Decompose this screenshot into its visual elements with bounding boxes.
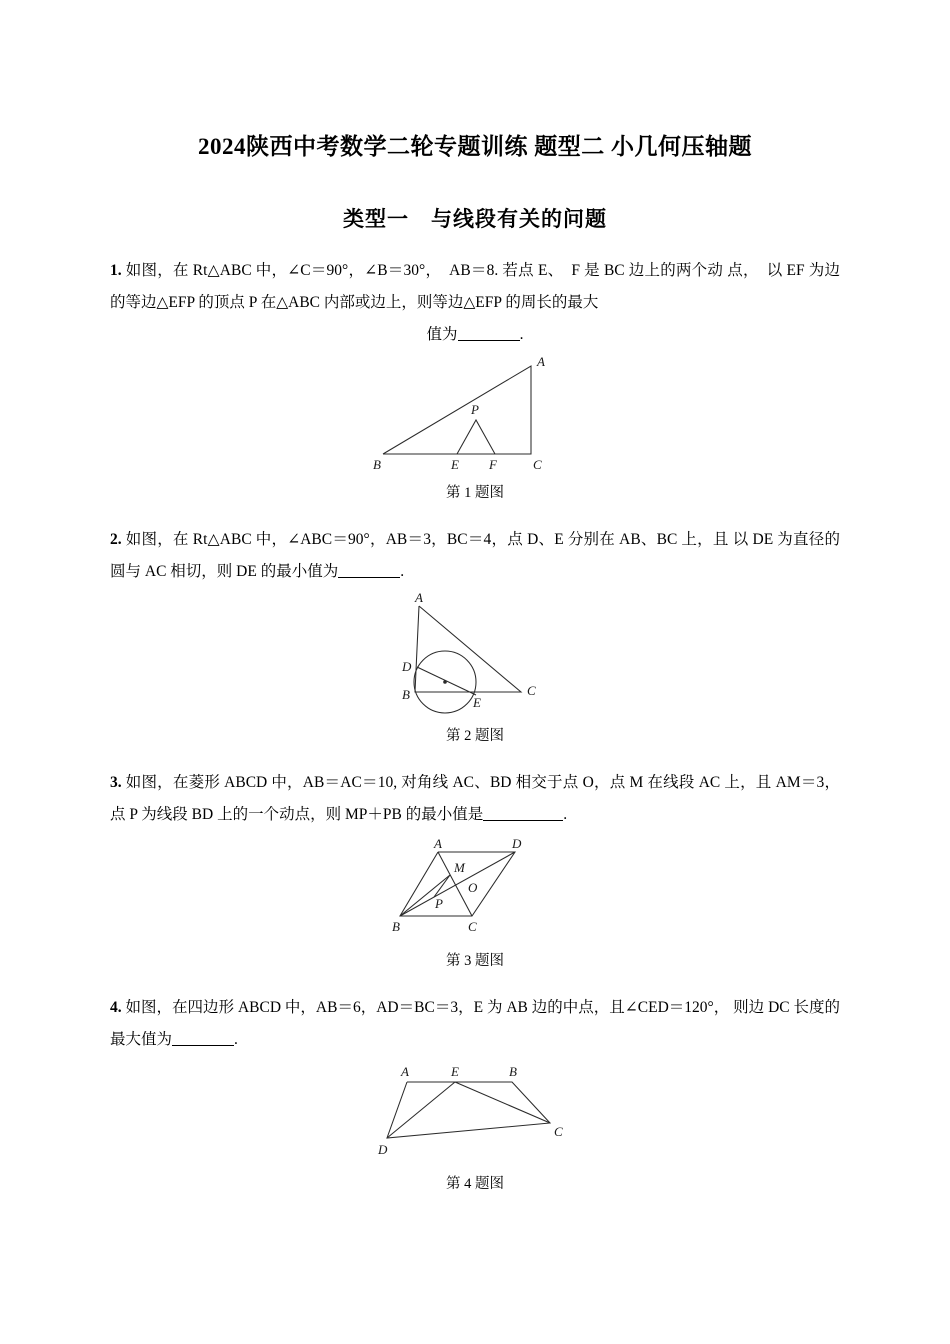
question-2-tail: . [400,563,405,581]
question-2-line2: 以 DE 为直径的圆与 AC 相切，则 DE 的最小值为 [110,531,840,581]
figure-3-caption: 第 3 题图 [446,953,504,970]
figure-4-label-A: A [401,1063,409,1079]
question-3-text [110,767,840,831]
figure-3 [110,834,840,970]
question-block-2 [110,524,840,745]
figure-1-svg [365,354,585,474]
quadrilateral-abcd-outline [387,1082,550,1138]
question-1-number: 1. [110,262,122,279]
figure-4-label-E: E [451,1063,459,1079]
triangle-efp-outline [457,420,495,454]
question-1-line3: 值为 [426,325,458,343]
figure-1-label-P: P [471,402,479,418]
figure-1-caption: 第 1 题图 [446,485,504,502]
question-block-1 [110,255,840,502]
figure-1-label-A: A [537,354,545,370]
figure-4-svg [365,1060,585,1165]
answer-blank-3[interactable] [483,804,563,821]
figure-1-label-F: F [489,457,497,473]
page-title: 2024陕西中考数学二轮专题训练 题型二 小几何压轴题 [198,134,752,159]
figure-1-label-B: B [373,457,381,473]
figure-3-label-B: B [392,919,400,935]
triangle-abc-outline [415,606,521,692]
segment-ec [455,1082,550,1123]
question-1-line1: 如图，在 Rt△ABC 中，∠C＝90°，∠B＝30°， AB＝8. 若点 E、 F 是 BC 边上的两个动 [125,262,724,279]
figure-3-label-M: M [454,860,465,876]
question-2-line1: 如图，在 Rt△ABC 中，∠ABC＝90°，AB＝3，BC＝4，点 D、E 分别在 AB、BC 上，且 [125,531,729,549]
figure-2-label-B: B [402,686,410,702]
figure-4 [110,1060,840,1193]
diameter-de [417,667,476,695]
question-3-line1: 如图，在菱形 ABCD 中，AB＝AC＝10, 对角线 AC、BD 相交于点 O，点 M 在线段 AC [125,773,721,791]
question-1-text [110,255,840,319]
figure-3-label-O: O [468,880,478,896]
figure-2-svg [375,592,575,717]
question-3-number: 3. [110,773,122,791]
figure-4-label-B: B [509,1063,517,1079]
question-4-line2: 则边 DC 长度的最大值为 [110,999,841,1049]
question-1-line3-row [110,319,840,351]
figure-2-label-D: D [402,658,412,674]
figure-4-label-D: D [378,1141,388,1157]
figure-1-label-C: C [533,457,542,473]
figure-2-caption: 第 2 题图 [446,727,504,744]
figure-1 [110,354,840,502]
figure-4-label-C: C [554,1123,563,1139]
answer-blank-2[interactable] [338,562,400,579]
figure-3-label-P: P [435,896,443,912]
question-2-number: 2. [110,531,122,549]
figure-2-label-C: C [527,682,536,698]
answer-blank-1[interactable] [458,324,520,341]
figure-2 [110,592,840,745]
question-2-text [110,524,840,588]
figure-3-label-D: D [512,836,522,852]
figure-1-label-E: E [451,457,459,473]
question-4-number: 4. [110,999,122,1017]
section-title: 类型一 与线段有关的问题 [343,208,607,231]
question-1-tail: . [519,325,524,343]
figure-3-svg [380,834,570,942]
question-block-3 [110,767,840,971]
question-block-4 [110,992,840,1193]
figure-3-label-C: C [468,919,477,935]
question-1-line2: 点， 以 EF 为边的等边△EFP 的顶点 P 在△ABC 内部或边上，则等边△EFP 的周长的最大 [110,262,840,311]
answer-blank-4[interactable] [172,1030,234,1047]
question-4-line1: 如图，在四边形 ABCD 中，AB＝6，AD＝BC＝3，E 为 AB 边的中点，且∠CED＝120°， [125,999,730,1017]
question-3-tail: . [563,805,568,823]
triangle-abc-outline [383,366,531,454]
question-4-tail: . [234,1031,238,1049]
question-4-text [110,992,840,1056]
question-3-line2: 上，且 AM＝3，点 P 为线段 BD 上的一个动点，则 MP＋PB 的最小值是 [110,773,841,823]
figure-4-caption: 第 4 题图 [446,1175,504,1192]
figure-3-label-A: A [434,836,442,852]
figure-2-label-E: E [473,694,481,710]
figure-2-label-A: A [415,591,423,605]
